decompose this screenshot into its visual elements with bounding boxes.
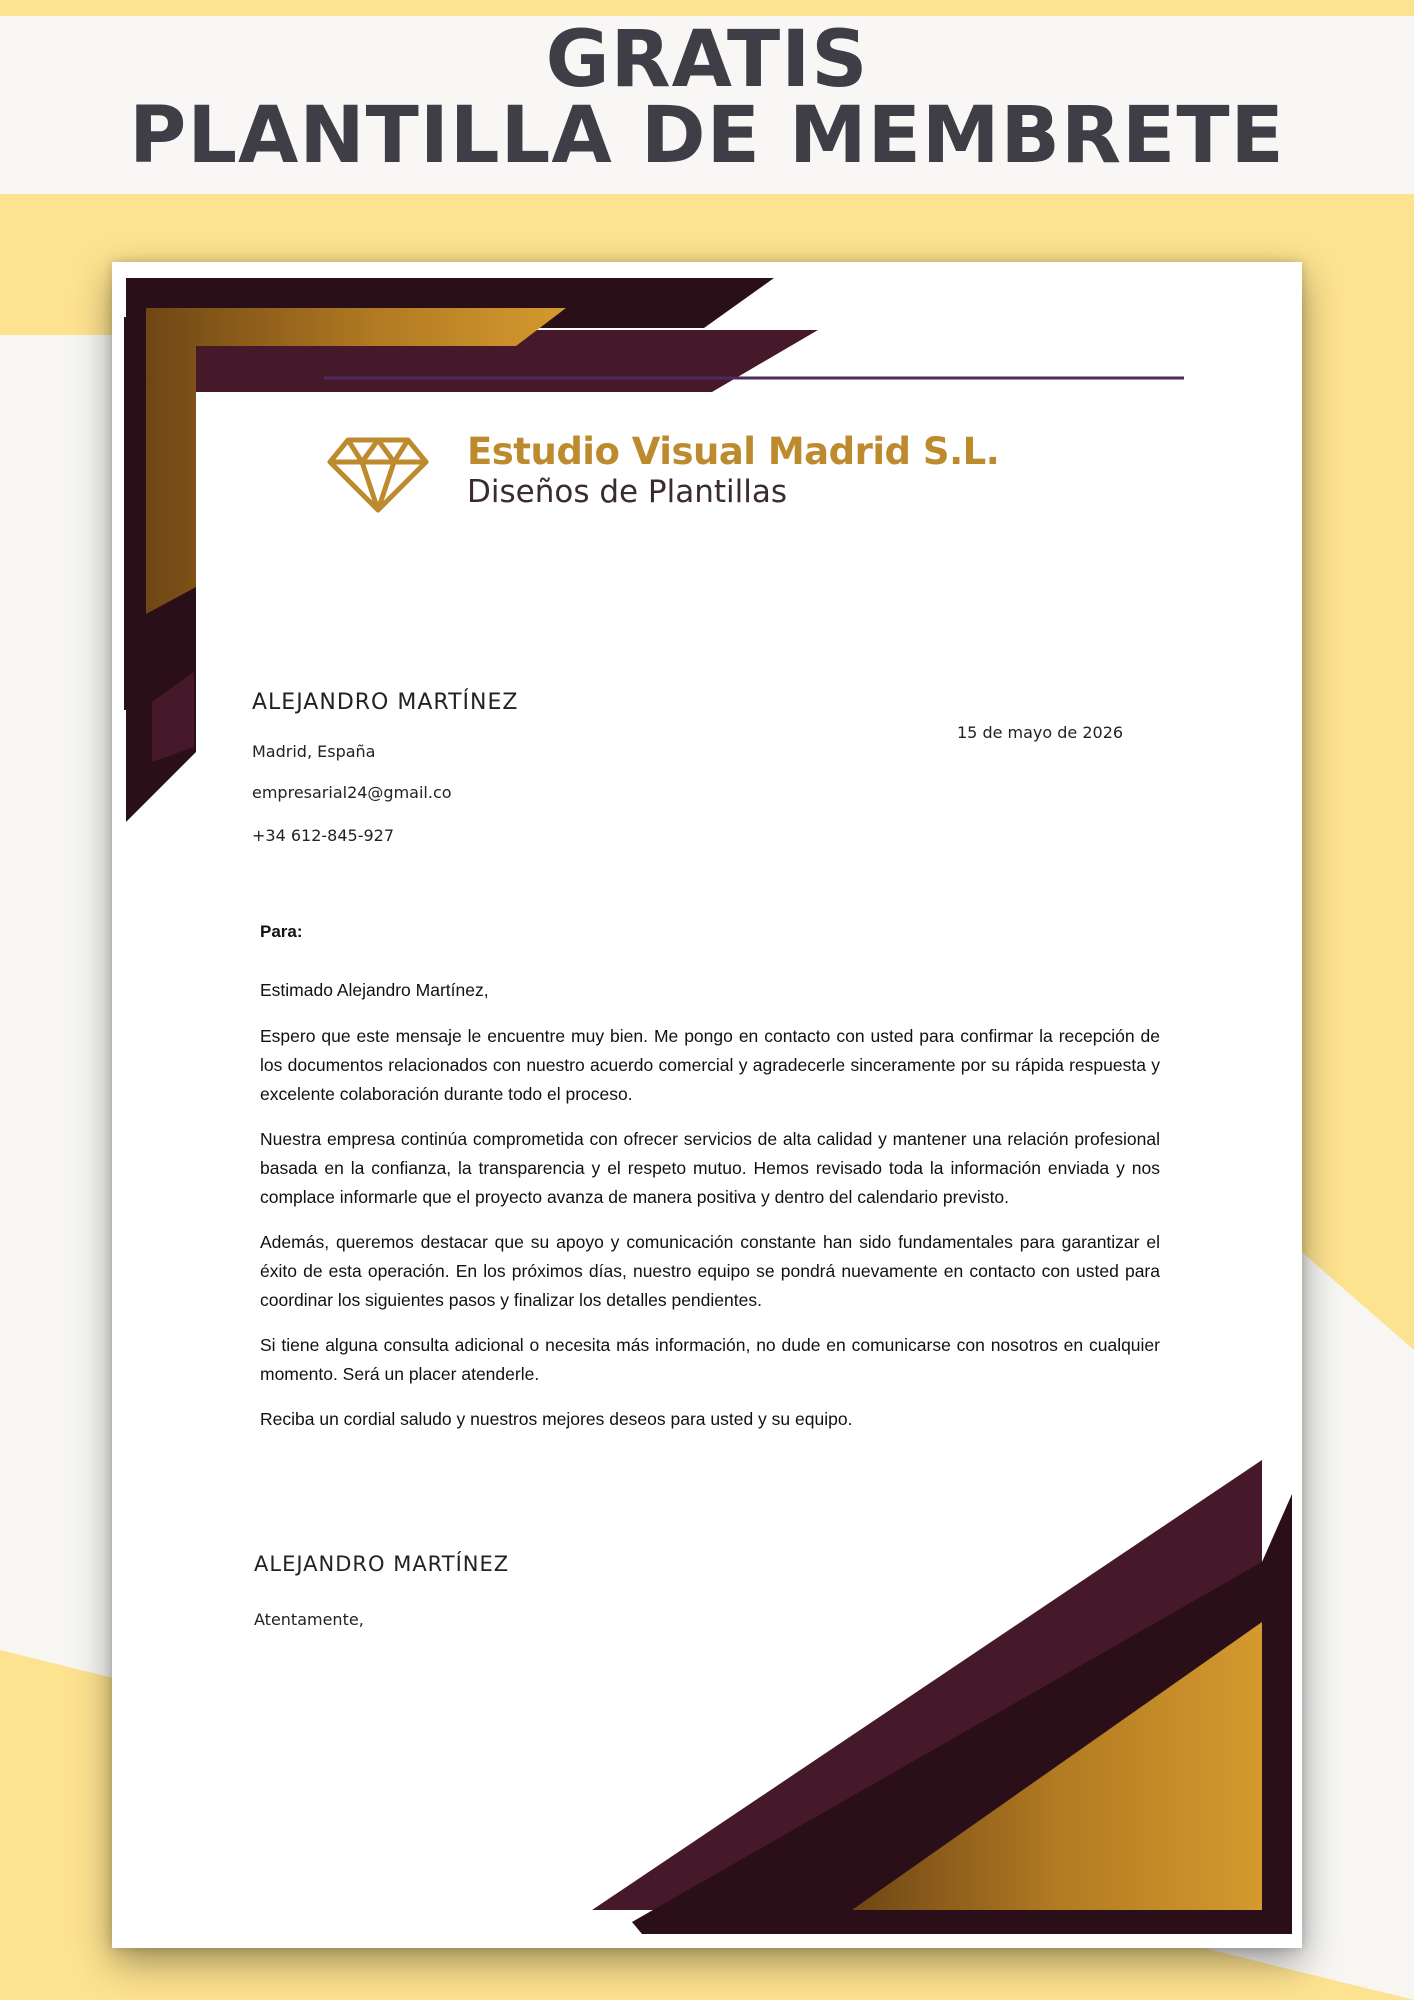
company-name: Estudio Visual Madrid S.L. (467, 430, 1000, 473)
banner-title-line-1: GRATIS (545, 15, 869, 105)
bottom-right-corner-shape (592, 1460, 1292, 1934)
letter-body (260, 1022, 1160, 1450)
sender-city: Madrid, España (252, 742, 376, 761)
letterhead-page (112, 262, 1302, 1948)
body-paragraph: Reciba un cordial saludo y nuestros mejores deseos para usted y su equipo. (260, 1409, 853, 1429)
body-paragraph: Si tiene alguna consulta adicional o necesita más información, no dude en comunicarse con nosotros en cualquier momento. Será un placer atenderle. (260, 1335, 1160, 1384)
top-left-corner-shape (124, 278, 818, 822)
banner-title (0, 15, 1414, 181)
recipient-label: Para: (260, 922, 303, 941)
salutation: Estimado Alejandro Martínez, (260, 980, 489, 1000)
company-tagline: Diseños de Plantillas (467, 474, 788, 510)
letter-date: 15 de mayo de 2026 (957, 723, 1124, 742)
sender-email: empresarial24@gmail.co (252, 783, 452, 802)
body-paragraph: Además, queremos destacar que su apoyo y comunicación constante han sido fundamentales para garantizar el éxito de esta operación. En los próximos días, nuestro equipo se pondrá nuevamente en contacto con usted para coordinar los siguientes pasos y finalizar los detalles pendientes. (260, 1232, 1160, 1310)
sender-name: ALEJANDRO MARTÍNEZ (252, 690, 519, 715)
banner-title-line-2: PLANTILLA DE MEMBRETE (129, 91, 1285, 181)
body-paragraph: Espero que este mensaje le encuentre muy bien. Me pongo en contacto con usted para confirmar la recepción de los documentos relacionados con nuestro acuerdo comercial y agradecerle sinceramente por su rápida respuesta y excelente colaboración durante todo el proceso. (260, 1026, 1160, 1104)
closing-text: Atentamente, (254, 1610, 364, 1629)
diamond-icon (326, 434, 430, 514)
sender-phone: +34 612-845-927 (252, 826, 395, 845)
body-paragraph: Nuestra empresa continúa comprometida con ofrecer servicios de alta calidad y mantener una relación profesional basada en la confianza, la transparencia y el respeto mutuo. Hemos revisado toda la información enviada y nos complace informarle que el proyecto avanza de manera positiva y dentro del calendario previsto. (260, 1129, 1160, 1207)
signature-name: ALEJANDRO MARTÍNEZ (254, 1552, 510, 1576)
